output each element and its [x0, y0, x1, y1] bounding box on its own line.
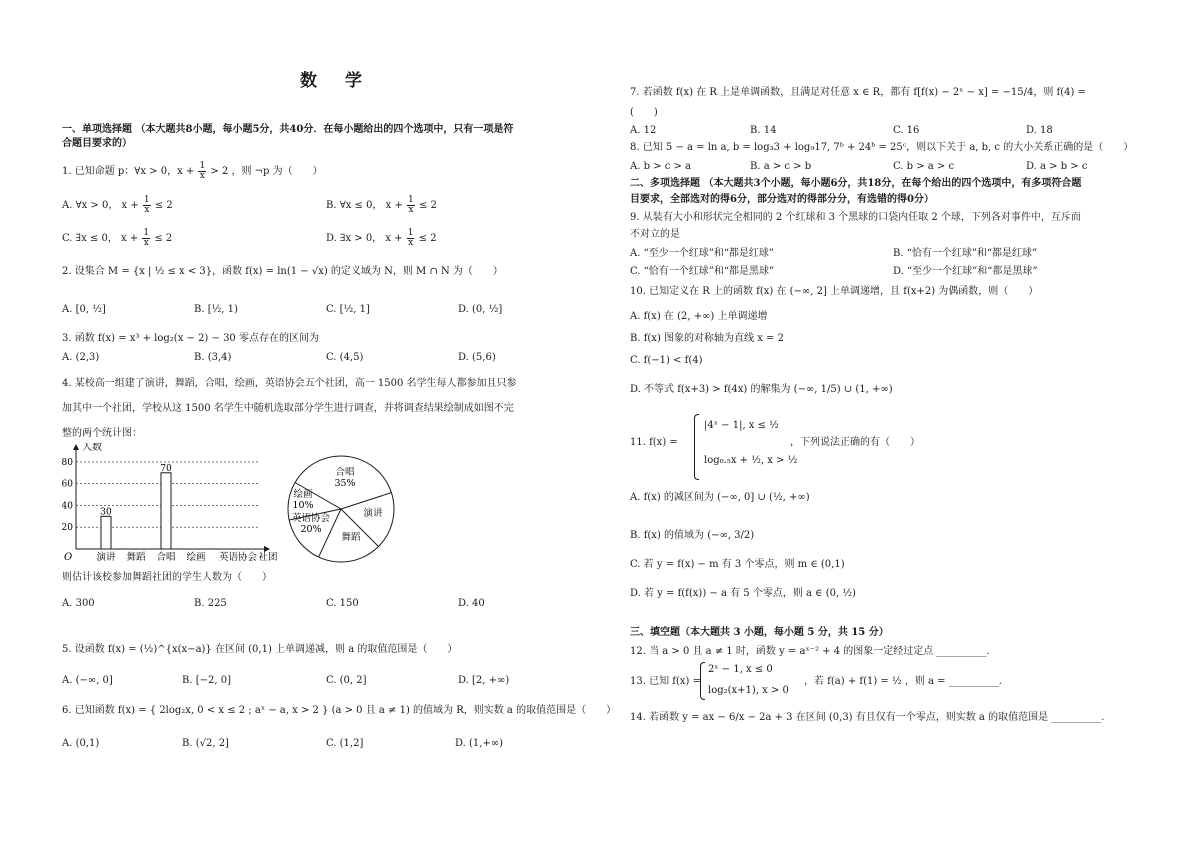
q1-d-den: x	[408, 238, 414, 248]
x-tick-label: 英语协会	[218, 552, 258, 563]
q11-option-c[interactable]: C. 若 y = f(x) − m 有 3 个零点，则 m ∈ (0,1)	[630, 559, 845, 570]
q1-a-tail: ≤ 2	[154, 200, 173, 211]
q9-option-a[interactable]: A. “至少一个红球”和“都是红球”	[630, 248, 775, 259]
q9-option-c[interactable]: C. “恰有一个红球”和“都是黑球”	[630, 266, 775, 277]
q3-option-d[interactable]: D. (5,6)	[458, 352, 496, 363]
q8-option-a[interactable]: A. b > c > a	[630, 161, 692, 172]
section1-heading-cont: 合题目要求的）	[62, 138, 132, 149]
q11-case2: log₀.₅x + ½, x > ½	[704, 455, 798, 466]
q4-line1: 4. 某校高一组建了演讲，舞蹈，合唱，绘画，英语协会五个社团，高一 1500 名学生每人都参加且只参	[62, 378, 517, 389]
q11-option-b[interactable]: B. f(x) 的值域为 (−∞, 3/2)	[630, 530, 755, 541]
q1-c-num: 1	[143, 228, 150, 238]
q10-option-c[interactable]: C. f(−1) < f(4)	[630, 355, 703, 366]
x-tick-label: 合唱	[156, 552, 176, 563]
y-tick-label: 40	[61, 501, 73, 512]
y-tick-label: 80	[61, 457, 73, 468]
pie-slice-label: 英语协会	[291, 513, 331, 524]
q1-stem-tail: > 2 ，则 ¬p 为（ ）	[210, 166, 323, 177]
bar-value-label: 30	[100, 507, 112, 518]
section2-heading: 二、多项选择题 （本大题共3个小题，每小题6分，共18分，在每个给出的四个选项中，有多项符合题	[630, 178, 1082, 189]
q9-option-d[interactable]: D. “至少一个红球”和“都是黑球”	[893, 266, 1038, 277]
q11-case1: |4ˣ − 1|, x ≤ ½	[704, 420, 779, 431]
bar-chart	[58, 443, 278, 566]
q4-option-c[interactable]: C. 150	[326, 598, 359, 609]
pie-slice-label: 演讲	[363, 508, 383, 519]
q11-brace	[694, 414, 699, 480]
section3-heading: 三、填空题（本大题共 3 小题，每小题 5 分，共 15 分）	[630, 627, 889, 638]
q9-line2: 不对立的是	[630, 229, 680, 240]
q5-option-c[interactable]: C. (0, 2]	[326, 675, 367, 686]
q4-line2: 加其中一个社团，学校从这 1500 名学生中随机选取部分学生进行调查，并将调查结果绘制成如图不完	[62, 403, 514, 414]
q5-option-a[interactable]: A. (−∞, 0]	[62, 675, 113, 686]
q5-option-d[interactable]: D. [2, +∞)	[458, 675, 510, 686]
q10-stem: 10. 已知定义在 R 上的函数 f(x) 在 (−∞, 2] 上单调递增，且 f(x+2) 为偶函数，则（ ）	[630, 286, 1039, 297]
q7-option-d[interactable]: D. 18	[1026, 125, 1053, 136]
q1-option-a[interactable]	[62, 196, 173, 215]
q4-option-b[interactable]: B. 225	[194, 598, 227, 609]
y-tick-label: 60	[61, 479, 73, 490]
q3-stem: 3. 函数 f(x) = x³ + log₂(x − 2) − 30 零点存在的区间为	[62, 333, 319, 344]
q12-text: 12. 当 a > 0 且 a ≠ 1 时，函数 y = aˣ⁻² + 4 的图象一定经过定点 __________.	[630, 646, 990, 657]
q11-option-a[interactable]: A. f(x) 的减区间为 (−∞, 0] ∪ (½, +∞)	[630, 492, 810, 503]
q11-option-d[interactable]: D. 若 y = f(f(x)) − a 有 5 个零点，则 a ∈ (0, ½)	[630, 588, 856, 599]
q1-frac-num: 1	[199, 161, 206, 171]
pie-slice-percent: 10%	[292, 500, 314, 511]
bar	[101, 516, 111, 549]
section1-heading: 一、单项选择题 （本大题共8小题，每小题5分，共40分．在每小题给出的四个选项中，只有一项是符	[62, 124, 514, 135]
q7-option-c[interactable]: C. 16	[893, 125, 920, 136]
q1-option-c[interactable]	[62, 229, 172, 248]
q13-case2: log₂(x+1), x > 0	[708, 685, 789, 696]
q2-stem: 2. 设集合 M = {x | ½ ≤ x < 3}，函数 f(x) = ln(1 − √x) 的定义域为 N，则 M ∩ N 为（ ）	[62, 266, 503, 277]
q1-c-frac	[142, 229, 150, 248]
pie-slice-label: 绘画	[293, 489, 313, 500]
q6-stem: 6. 已知函数 f(x) = { 2log₂x, 0 < x ≤ 2 ; aˣ − a, x > 2 } (a > 0 且 a ≠ 1) 的值域为 R，则实数 a 的取值范围是（ ）	[62, 705, 617, 716]
pie-slice-percent: 20%	[300, 524, 322, 535]
q4-line3: 整的两个统计图：	[62, 428, 142, 439]
q1-c-text: C. ∃x ≤ 0， x +	[62, 233, 139, 244]
q7-option-b[interactable]: B. 14	[750, 125, 777, 136]
q1-option-b[interactable]	[326, 196, 437, 215]
q8-option-d[interactable]: D. a > b > c	[1026, 161, 1088, 172]
q1-d-frac	[407, 229, 415, 248]
q1-frac	[198, 162, 206, 181]
bar	[161, 473, 171, 549]
q4-option-a[interactable]: A. 300	[62, 598, 95, 609]
y-tick-label: 20	[61, 523, 73, 534]
pie-slice-label: 舞蹈	[341, 532, 361, 543]
y-axis-arrow	[73, 444, 79, 450]
q7-blank: ( )	[630, 107, 658, 118]
q6-option-c[interactable]: C. (1,2]	[326, 738, 364, 749]
q9-line1: 9. 从装有大小和形状完全相同的 2 个红球和 3 个黑球的口袋内任取 2 个球，下列各对事件中，互斥而	[630, 212, 1081, 223]
q5-option-b[interactable]: B. [−2, 0]	[182, 675, 231, 686]
section2-heading-cont: 目要求，全部选对的得6分，部分选对的得部分分，有选错的得0分）	[630, 194, 934, 205]
q6-option-b[interactable]: B. (√2, 2]	[182, 738, 229, 749]
q7-option-a[interactable]: A. 12	[630, 125, 657, 136]
bar-value-label: 70	[160, 463, 172, 474]
q1-c-tail: ≤ 2	[154, 233, 173, 244]
q2-option-b[interactable]: B. [½, 1)	[194, 304, 238, 315]
q3-option-a[interactable]: A. (2,3)	[62, 352, 100, 363]
q10-option-a[interactable]: A. f(x) 在 (2, +∞) 上单调递增	[630, 311, 768, 322]
q1-b-frac	[407, 196, 415, 215]
q3-option-c[interactable]: C. (4,5)	[326, 352, 364, 363]
pie-slice-percent: 35%	[334, 478, 356, 489]
q1-a-frac	[143, 196, 151, 215]
x-axis-label: 社团	[258, 552, 278, 563]
q6-option-d[interactable]: D. (1,+∞)	[455, 738, 504, 749]
q8-option-c[interactable]: C. b > a > c	[893, 161, 955, 172]
q1-d-text: D. ∃x > 0， x +	[326, 233, 403, 244]
q1-b-den: x	[408, 205, 414, 215]
q2-option-d[interactable]: D. (0, ½]	[458, 304, 503, 315]
y-axis-label: 人数	[82, 443, 102, 453]
pie-chart	[285, 453, 397, 565]
q1-b-tail: ≤ 2	[418, 200, 437, 211]
q1-b-text: B. ∀x ≤ 0， x +	[326, 200, 403, 211]
q3-option-b[interactable]: B. (3,4)	[194, 352, 232, 363]
q1-c-den: x	[143, 238, 149, 248]
pie-slice-label: 合唱	[335, 467, 355, 478]
q9-option-b[interactable]: B. “恰有一个红球”和“都是红球”	[893, 248, 1038, 259]
q1-stem-text: 1. 已知命题 p：∀x > 0，x +	[62, 166, 195, 177]
q1-option-d[interactable]	[326, 229, 437, 248]
x-tick-label: 绘画	[186, 552, 206, 563]
q7-stem: 7. 若函数 f(x) 在 R 上是单调函数，且满足对任意 x ∈ R，都有 f[f(x) − 2ˣ − x] = −15/4，则 f(4) =	[630, 87, 1086, 98]
q1-a-den: x	[144, 205, 150, 215]
q1-d-num: 1	[407, 228, 414, 238]
q13-tail: ，若 f(a) + f(1) = ½ ，则 a = __________.	[804, 676, 1002, 687]
q10-option-d[interactable]: D. 不等式 f(x+3) > f(4x) 的解集为 (−∞, 1/5) ∪ (1, +∞)	[630, 384, 893, 395]
q13-case1: 2ˣ − 1, x ≤ 0	[708, 664, 773, 675]
q11-stem-lead: 11. f(x) =	[630, 437, 678, 448]
q14-text: 14. 若函数 y = ax − 6/x − 2a + 3 在区间 (0,3) 有且仅有一个零点，则实数 a 的取值范围是 __________.	[630, 712, 1105, 723]
q10-option-b[interactable]: B. f(x) 图象的对称轴为直线 x = 2	[630, 333, 784, 344]
x-tick-label: 舞蹈	[126, 552, 146, 563]
q4-after: 则估计该校参加舞蹈社团的学生人数为（ ）	[62, 572, 272, 583]
q1-b-num: 1	[408, 195, 414, 205]
q8-stem: 8. 已知 5 − a = ln a, b = log₃3 + log₉17, 7ᵇ + 24ᵇ = 25ᶜ，则以下关于 a, b, c 的大小关系正确的是（ ）	[630, 142, 1134, 153]
q2-option-a[interactable]: A. [0, ½]	[62, 304, 106, 315]
q1-frac-den: x	[199, 171, 205, 181]
q11-stem-tail: ，下列说法正确的有（ ）	[790, 437, 920, 448]
q1-d-tail: ≤ 2	[418, 233, 437, 244]
x-tick-label: 演讲	[96, 552, 116, 563]
q4-option-d[interactable]: D. 40	[458, 598, 485, 609]
q5-stem: 5. 设函数 f(x) = (½)^{x(x−a)} 在区间 (0,1) 上单调递减，则 a 的取值范围是（ ）	[62, 644, 458, 655]
q8-option-b[interactable]: B. a > c > b	[750, 161, 812, 172]
q1-stem	[62, 162, 323, 181]
origin-label: O	[64, 552, 73, 563]
page-title: 数学	[300, 71, 390, 91]
q1-a-text: A. ∀x > 0， x +	[62, 200, 139, 211]
q6-option-a[interactable]: A. (0,1)	[62, 738, 100, 749]
q1-a-num: 1	[143, 195, 150, 205]
q13-brace	[700, 662, 705, 700]
q2-option-c[interactable]: C. [½, 1]	[326, 304, 370, 315]
q13-lead: 13. 已知 f(x) =	[630, 676, 701, 687]
